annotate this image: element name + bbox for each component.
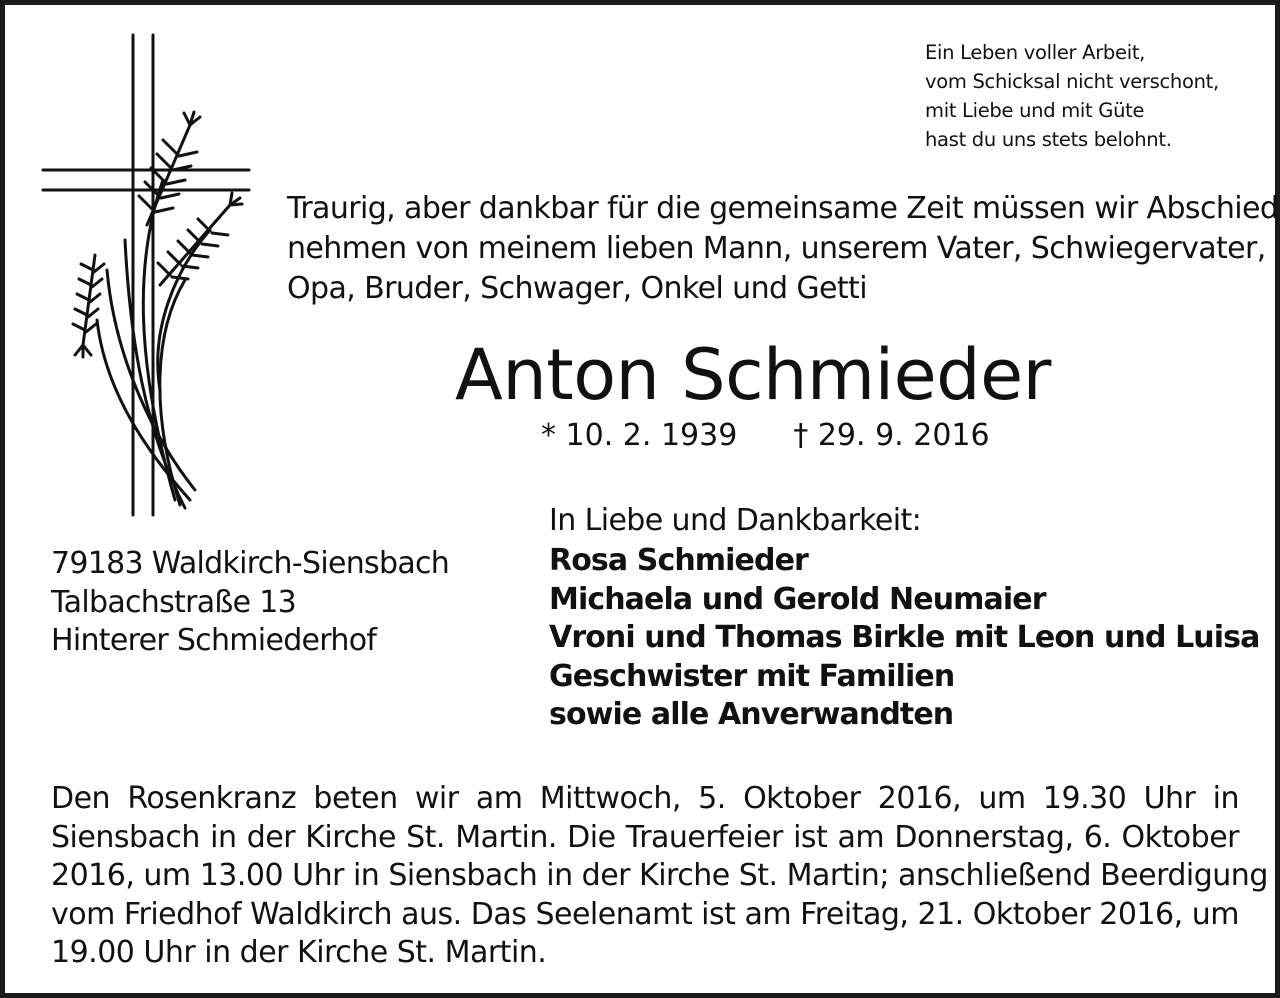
poem-line: mit Liebe und mit Güte <box>925 99 1145 122</box>
death-date: † 29. 9. 2016 <box>793 418 990 453</box>
life-dates <box>541 418 990 454</box>
poem <box>925 38 1219 154</box>
mourner-name: Geschwister mit Familien <box>549 658 955 694</box>
poem-line: Ein Leben voller Arbeit, <box>925 41 1146 64</box>
mourner-name: sowie alle Anverwandten <box>549 697 954 732</box>
service-line: Den Rosenkranz beten wir am Mittwoch, 5. Oktober 2016, um 19.30 Uhr in <box>51 781 1239 816</box>
intro-line: nehmen von meinem lieben Mann, unserem Vater, Schwiegervater, <box>287 231 1266 266</box>
service-line: 19.00 Uhr in der Kirche St. Martin. <box>51 935 547 970</box>
service-line: Siensbach in der Kirche St. Martin. Die Trauerfeier ist am Donnerstag, 6. Oktober <box>51 819 1239 855</box>
poem-line: vom Schicksal nicht verschont, <box>925 70 1219 93</box>
mourners-list <box>549 542 1259 735</box>
mourners-label: In Liebe und Dankbarkeit: <box>549 503 922 538</box>
service-info <box>51 780 1268 973</box>
poem-line: hast du uns stets belohnt. <box>925 128 1172 151</box>
intro-text <box>287 189 1278 309</box>
mourner-name: Rosa Schmieder <box>549 543 808 578</box>
mourner-name: Michaela und Gerold Neumaier <box>549 581 1046 617</box>
deceased-name: Anton Schmieder <box>455 334 1051 416</box>
address-line: 79183 Waldkirch-Siensbach <box>51 546 450 581</box>
address <box>51 545 449 661</box>
intro-line: Opa, Bruder, Schwager, Onkel und Getti <box>287 271 867 306</box>
cross-with-wheat-icon <box>35 30 265 525</box>
birth-date: * 10. 2. 1939 <box>541 418 738 453</box>
address-line: Hinterer Schmiederhof <box>51 623 377 658</box>
address-line: Talbachstraße 13 <box>51 584 296 620</box>
service-line: 2016, um 13.00 Uhr in Siensbach in der Kirche St. Martin; anschließend Beerdigung <box>51 858 1268 893</box>
service-line: vom Friedhof Waldkirch aus. Das Seelenamt ist am Freitag, 21. Oktober 2016, um <box>51 896 1239 932</box>
mourner-name: Vroni und Thomas Birkle mit Leon und Luisa <box>549 620 1260 655</box>
intro-line: Traurig, aber dankbar für die gemeinsame Zeit müssen wir Abschied <box>287 191 1279 226</box>
